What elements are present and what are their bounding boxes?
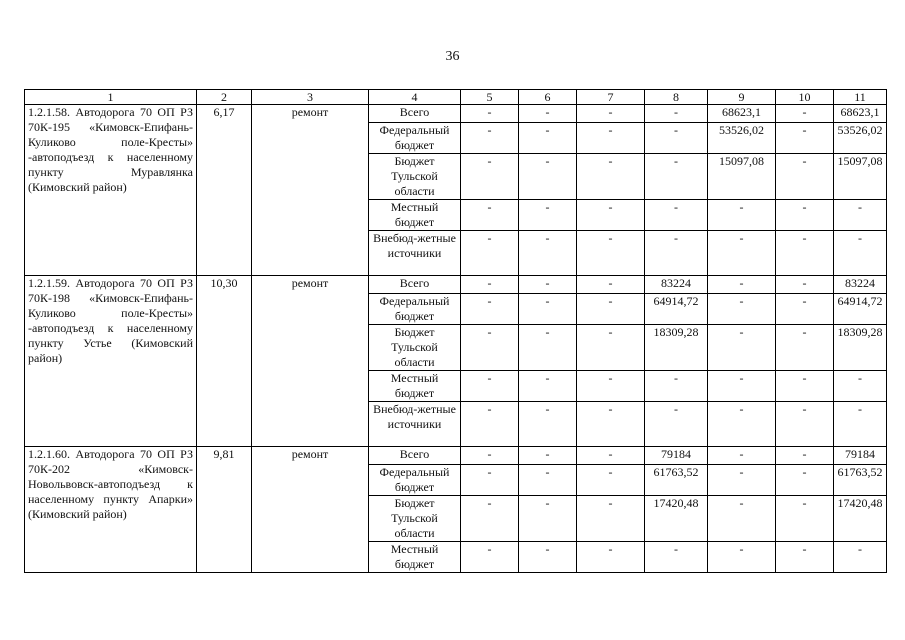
amount-cell: 61763,52 <box>645 465 708 496</box>
object-name: 1.2.1.60. Автодорога 70 ОП РЗ 70К-202 «Кимовск-Новольвовск-автоподъезд к населенному пункту Апарки» (Кимовский район) <box>25 447 197 573</box>
amount-cell: - <box>577 325 645 371</box>
amount-cell: - <box>577 496 645 542</box>
amount-cell: - <box>708 465 776 496</box>
amount-cell: - <box>776 325 834 371</box>
funding-source: Всего <box>369 447 461 465</box>
amount-cell: - <box>519 465 577 496</box>
object-name: 1.2.1.58. Автодорога 70 ОП РЗ 70К-195 «Кимовск-Епифань-Куликово поле-Кресты» -автоподъезд к населенному пункту Муравлянка (Кимовский район) <box>25 105 197 276</box>
table-body <box>25 90 887 573</box>
amount-cell: - <box>461 371 519 402</box>
amount-cell: 79184 <box>834 447 887 465</box>
amount-cell: - <box>645 542 708 573</box>
amount-cell: - <box>461 105 519 123</box>
amount-cell: - <box>461 154 519 200</box>
amount-cell: 17420,48 <box>834 496 887 542</box>
amount-cell: - <box>708 325 776 371</box>
amount-cell: - <box>519 496 577 542</box>
length-km: 9,81 <box>197 447 252 573</box>
amount-cell: - <box>834 200 887 231</box>
amount-cell: 68623,1 <box>834 105 887 123</box>
amount-cell: - <box>577 542 645 573</box>
funding-source: Всего <box>369 276 461 294</box>
amount-cell: 15097,08 <box>708 154 776 200</box>
amount-cell: - <box>708 402 776 447</box>
amount-cell: - <box>577 465 645 496</box>
amount-cell: - <box>776 402 834 447</box>
column-number: 6 <box>519 90 577 105</box>
amount-cell: - <box>708 371 776 402</box>
amount-cell: 18309,28 <box>645 325 708 371</box>
amount-cell: - <box>577 231 645 276</box>
table-row <box>25 105 887 123</box>
funding-source: Внебюд-жетные источники <box>369 231 461 276</box>
column-number: 1 <box>25 90 197 105</box>
amount-cell: 18309,28 <box>834 325 887 371</box>
amount-cell: - <box>577 447 645 465</box>
length-km: 6,17 <box>197 105 252 276</box>
amount-cell: - <box>461 325 519 371</box>
amount-cell: - <box>461 447 519 465</box>
amount-cell: - <box>577 200 645 231</box>
amount-cell: - <box>776 447 834 465</box>
amount-cell: - <box>776 542 834 573</box>
funding-source: Внебюд-жетные источники <box>369 402 461 447</box>
amount-cell: - <box>577 105 645 123</box>
column-number: 5 <box>461 90 519 105</box>
funding-source: Бюджет Тульской области <box>369 325 461 371</box>
amount-cell: 53526,02 <box>708 123 776 154</box>
amount-cell: - <box>519 276 577 294</box>
amount-cell: - <box>776 371 834 402</box>
column-number: 3 <box>252 90 369 105</box>
funding-source: Местный бюджет <box>369 200 461 231</box>
column-number-row <box>25 90 887 105</box>
work-type: ремонт <box>252 105 369 276</box>
amount-cell: - <box>776 276 834 294</box>
amount-cell: - <box>776 154 834 200</box>
amount-cell: - <box>645 123 708 154</box>
column-number: 11 <box>834 90 887 105</box>
column-number: 7 <box>577 90 645 105</box>
amount-cell: - <box>461 123 519 154</box>
amount-cell: - <box>519 402 577 447</box>
amount-cell: - <box>461 231 519 276</box>
amount-cell: - <box>577 402 645 447</box>
work-type: ремонт <box>252 447 369 573</box>
amount-cell: - <box>645 154 708 200</box>
amount-cell: - <box>708 542 776 573</box>
column-number: 9 <box>708 90 776 105</box>
funding-source: Местный бюджет <box>369 371 461 402</box>
work-type: ремонт <box>252 276 369 447</box>
amount-cell: - <box>645 231 708 276</box>
amount-cell: - <box>577 123 645 154</box>
amount-cell: - <box>519 325 577 371</box>
amount-cell: - <box>708 200 776 231</box>
amount-cell: - <box>519 154 577 200</box>
funding-source: Федеральный бюджет <box>369 123 461 154</box>
amount-cell: 83224 <box>645 276 708 294</box>
amount-cell: - <box>577 276 645 294</box>
funding-source: Всего <box>369 105 461 123</box>
amount-cell: 79184 <box>645 447 708 465</box>
amount-cell: - <box>708 294 776 325</box>
amount-cell: - <box>834 402 887 447</box>
amount-cell: - <box>461 496 519 542</box>
amount-cell: 61763,52 <box>834 465 887 496</box>
funding-source: Местный бюджет <box>369 542 461 573</box>
amount-cell: - <box>708 276 776 294</box>
column-number: 8 <box>645 90 708 105</box>
amount-cell: - <box>708 231 776 276</box>
amount-cell: - <box>519 231 577 276</box>
column-number: 2 <box>197 90 252 105</box>
amount-cell: - <box>776 231 834 276</box>
amount-cell: - <box>519 447 577 465</box>
amount-cell: - <box>776 200 834 231</box>
amount-cell: 83224 <box>834 276 887 294</box>
amount-cell: - <box>577 294 645 325</box>
amount-cell: - <box>776 294 834 325</box>
funding-source: Бюджет Тульской области <box>369 496 461 542</box>
amount-cell: - <box>461 542 519 573</box>
amount-cell: 17420,48 <box>645 496 708 542</box>
amount-cell: - <box>776 123 834 154</box>
column-number: 10 <box>776 90 834 105</box>
object-name: 1.2.1.59. Автодорога 70 ОП РЗ 70К-198 «Кимовск-Епифань-Куликово поле-Кресты» -автоподъезд к населенному пункту Устье (Кимовский район) <box>25 276 197 447</box>
amount-cell: 15097,08 <box>834 154 887 200</box>
table-row <box>25 447 887 465</box>
amount-cell: - <box>645 371 708 402</box>
amount-cell: - <box>519 542 577 573</box>
amount-cell: - <box>461 402 519 447</box>
amount-cell: - <box>577 154 645 200</box>
column-number: 4 <box>369 90 461 105</box>
funding-source: Бюджет Тульской области <box>369 154 461 200</box>
length-km: 10,30 <box>197 276 252 447</box>
amount-cell: - <box>645 200 708 231</box>
amount-cell: - <box>834 542 887 573</box>
amount-cell: - <box>645 402 708 447</box>
table-row <box>25 276 887 294</box>
amount-cell: - <box>708 447 776 465</box>
amount-cell: - <box>519 105 577 123</box>
amount-cell: - <box>776 496 834 542</box>
amount-cell: - <box>645 105 708 123</box>
amount-cell: - <box>834 231 887 276</box>
amount-cell: 68623,1 <box>708 105 776 123</box>
amount-cell: - <box>776 465 834 496</box>
funding-source: Федеральный бюджет <box>369 465 461 496</box>
amount-cell: - <box>577 371 645 402</box>
amount-cell: - <box>519 200 577 231</box>
amount-cell: - <box>461 465 519 496</box>
funding-source: Федеральный бюджет <box>369 294 461 325</box>
amount-cell: - <box>708 496 776 542</box>
amount-cell: - <box>461 276 519 294</box>
amount-cell: - <box>519 294 577 325</box>
amount-cell: - <box>834 371 887 402</box>
amount-cell: - <box>519 371 577 402</box>
funding-table <box>24 89 887 573</box>
amount-cell: - <box>776 105 834 123</box>
amount-cell: - <box>461 200 519 231</box>
amount-cell: 64914,72 <box>645 294 708 325</box>
amount-cell: 64914,72 <box>834 294 887 325</box>
page-number: 36 <box>445 49 460 64</box>
amount-cell: - <box>519 123 577 154</box>
amount-cell: 53526,02 <box>834 123 887 154</box>
amount-cell: - <box>461 294 519 325</box>
